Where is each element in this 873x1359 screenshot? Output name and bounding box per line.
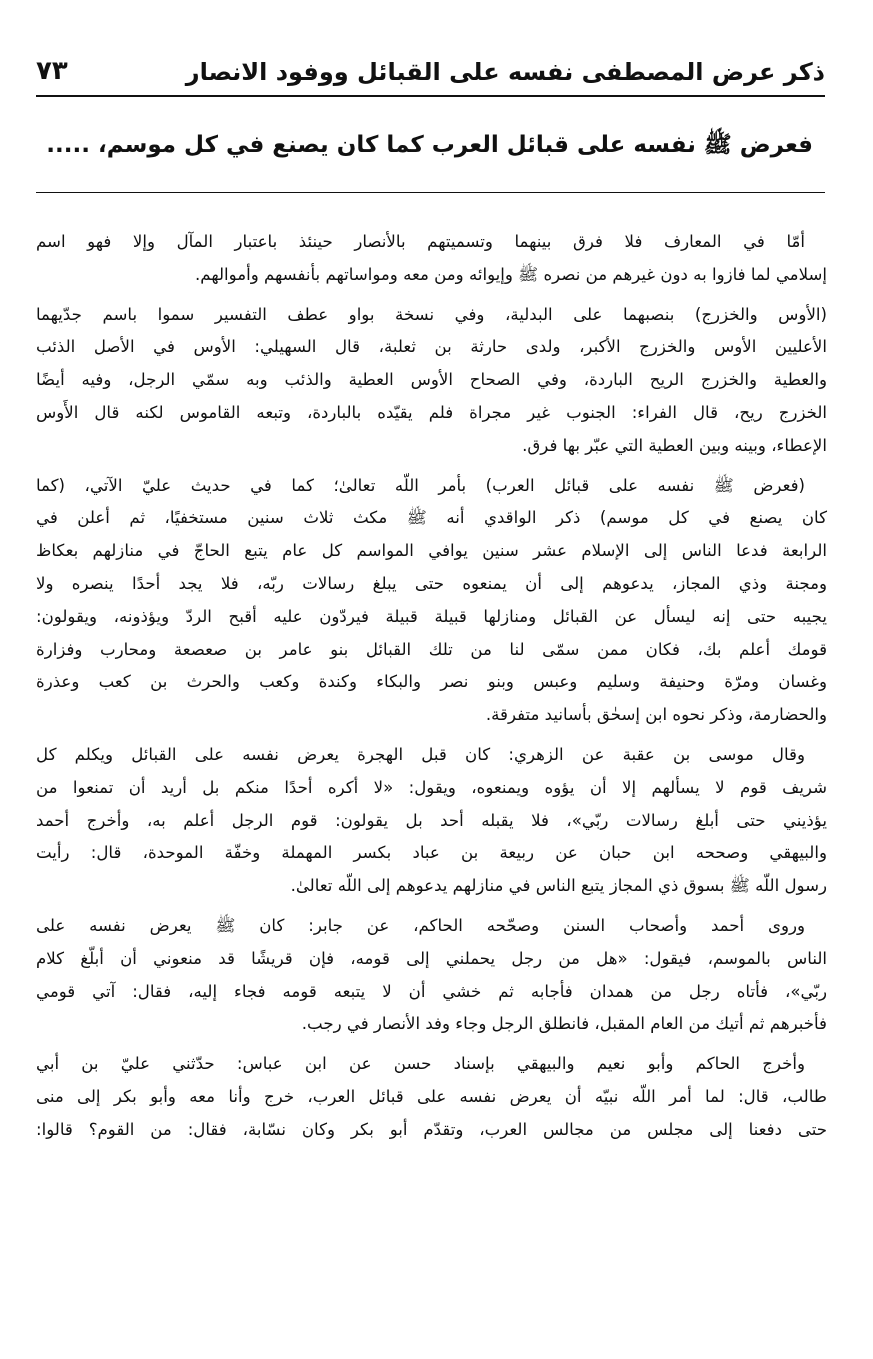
text-line: أمّا في المعارف فلا فرق بينهما وتسميتهم بالأنصار حينئذ باعتبار المآل وإلا فهو اسم [36, 232, 805, 251]
commentary-paragraph [36, 470, 827, 732]
text-line: طالب، قال: لما أمر اللّه نبيّه أن يعرض نفسه على قبائل العرب، خرج وأنا معه وأبو بكر إلى منى [36, 1086, 827, 1106]
text-line: قومك أعلم بك، فكان ممن سمّى لنا من تلك القبائل بنو عامر بن صعصعة ومحارب وفزارة [36, 639, 827, 659]
text-line: الخزرج ريح، قال الفراء: الجنوب غير مجراة فلم يقيّده بالباردة، وتبعه القاموس لكنه قال الأَوس [36, 402, 827, 422]
running-title: ذكر عرض المصطفى نفسه على القبائل ووفود الانصار [185, 58, 825, 86]
commentary-paragraph [36, 739, 827, 903]
text-line: كان يصنع في كل موسم) ذكر الواقدي أنه ﷺ مكث ثلاث سنين مستخفيًا، ثم أعلن في [36, 508, 827, 528]
text-line: الناس بالموسم، فيقول: «هل من رجل يحملني إلى قومه، فإن قريشًا قد منعوني أن أبلّغ كلام [36, 948, 827, 968]
text-line: إسلامي لما فازوا به دون غيرهم من نصره ﷺ وإيوائه ومن معه ومواساتهم بأنفسهم وأموالهم. [195, 264, 827, 284]
commentary-paragraph [36, 1048, 827, 1146]
text-line: شريف قوم لا يسألهم إلا أن يؤوه ويمنعوه، ويقول: «لا أكره أحدًا منكم بل أريد أن تمنعوا من [36, 777, 827, 797]
commentary-paragraph [36, 910, 827, 1041]
text-line: والحضارمة، وذكر نحوه ابن إسحٰق بأسانيد متفرقة. [485, 705, 827, 725]
commentary-paragraph [36, 299, 827, 463]
text-line: حتى دفعنا إلى مجلس من مجالس العرب، وتقدّم أبو بكر وكان نسّابة، فقال: من القوم؟ قالوا: [36, 1119, 827, 1139]
page-number: ٧٣ [36, 56, 68, 86]
main-text: فعرض ﷺ نفسه على قبائل العرب كما كان يصنع في كل موسم، ..... [46, 132, 813, 158]
text-line: والبيهقي وصححه ابن حبان عن ربيعة بن عباد بكسر المهملة وخفّة الموحدة، قال: رأيت [36, 843, 827, 863]
text-line: وقال موسى بن عقبة عن الزهري: كان قبل الهجرة يعرض نفسه على القبائل ويكلم كل [36, 744, 805, 764]
text-line: والعطية والخزرج الريح الباردة، وفي الصحاح الأوس العطية والذئب وبه سمّي الرجل، وفيه أيضًا [36, 370, 827, 390]
header-rule [36, 95, 825, 97]
text-line: يجيبه حتى إنه ليسأل عن القبائل ومنازلها قبيلة قبيلة فيردّون عليه أقبح الردّ ويؤذونه، ويقولون: [36, 606, 827, 626]
text-line: يؤذيني حتى أبلغ رسالات ربّي»، فلا يقبله أحد بل يقولون: قوم الرجل أعلم به، وأخرج أحمد [36, 810, 827, 830]
text-line: ربّي»، فأتاه رجل من همدان فأجابه ثم خشي أن لا يتبعه قومه فجاء إليه، فقال: آتي قومي [36, 981, 827, 1001]
text-line: (الأوس والخزرج) بنصبهما على البدلية، وفي نسخة بواو عطف التفسير سموا باسم جدّيهما [36, 304, 827, 324]
text-line: الأعليين الأوس والخزرج الأكبر، ولدى حارثة بن ثعلبة، قال السهيلي: الأوس في الأصل الذئب [36, 337, 827, 357]
text-line: فأخبرهم ثم أتيك من العام المقبل، فانطلق الرجل وجاء وفد الأنصار في رجب. [301, 1014, 827, 1034]
text-line: وروى أحمد وأصحاب السنن وصحّحه الحاكم، عن جابر: كان ﷺ يعرض نفسه على [36, 915, 805, 935]
text-separator [36, 192, 825, 193]
text-line: رسول اللّه ﷺ بسوق ذي المجاز يتبع الناس في منازلهم يدعوهم إلى اللّه تعالىٰ. [290, 876, 827, 896]
commentary-paragraph [36, 226, 827, 292]
text-line: (فعرض ﷺ نفسه على قبائل العرب) بأمر اللّه تعالىٰ؛ كما في حديث عليّ الآتي، (كما [36, 475, 805, 495]
text-line: الرابعة فدعا الناس إلى الإسلام عشر سنين يوافي المواسم كل عام يتبع الحاجّ في منازلهم بعكاظ [36, 541, 827, 561]
text-line: الإعطاء، وبينه وبين العطية التي عبّر بها فرق. [522, 435, 827, 455]
text-line: وأخرج الحاكم وأبو نعيم والبيهقي بإسناد حسن عن ابن عباس: حدّثني عليّ بن أبي [36, 1054, 805, 1074]
commentary [36, 226, 827, 1154]
page-header [36, 46, 825, 86]
text-line: ومجنة وذي المجاز، يدعوهم إلى أن يمنعوه حتى يبلغ رسالات ربّه، فلا يجد أحدًا ينصره ولا [36, 573, 827, 593]
text-line: وغسان ومرّة وحنيفة وسليم وعبس وبنو نصر والبكاء وكندة وكعب والحرث بن كعب وعذرة [36, 672, 827, 692]
